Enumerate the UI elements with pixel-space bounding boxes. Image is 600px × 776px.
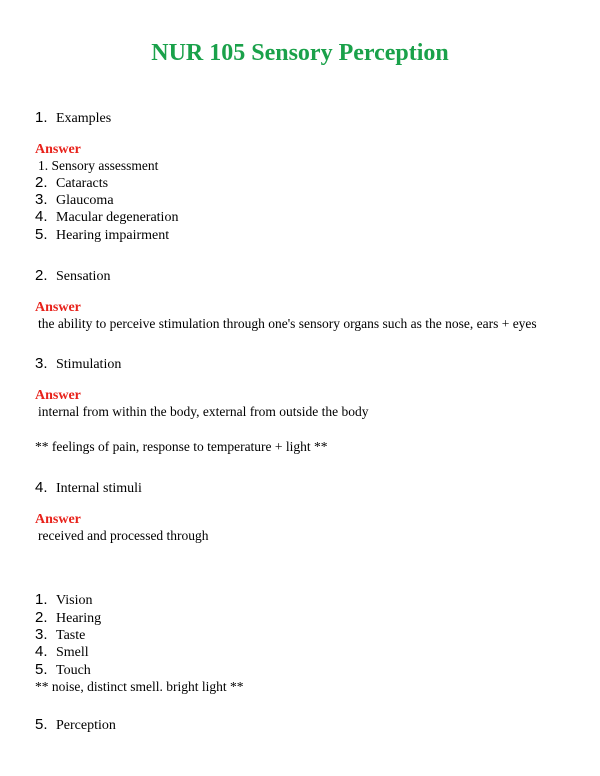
answer-label: Answer [35, 142, 81, 157]
list-item: 4. Macular degeneration [35, 208, 179, 225]
list-item: 3. Taste [35, 626, 86, 643]
list-item: 1. Vision [35, 591, 93, 608]
question-number: 2. [35, 267, 48, 284]
answer-label: Answer [35, 512, 81, 527]
question-number: 3. [35, 355, 48, 372]
question-number: 5. [35, 716, 48, 733]
question-label: Stimulation [56, 357, 122, 372]
list-item: 5. Hearing impairment [35, 226, 170, 243]
page-title: NUR 105 Sensory Perception [151, 40, 449, 66]
list-item: 3. Glaucoma [35, 191, 114, 208]
list-item: 5. Touch [35, 661, 91, 678]
question-3 [35, 355, 121, 374]
question-label: Sensation [56, 269, 111, 284]
question-5 [35, 716, 116, 735]
question-4 [35, 479, 142, 498]
question-label: Perception [56, 718, 116, 733]
note-text: ** feelings of pain, response to temperature + light ** [35, 439, 328, 454]
answer-text: the ability to perceive stimulation through one's sensory organs such as the nose, ears + eyes [38, 316, 537, 331]
question-number: 1. [35, 109, 48, 126]
note-text: ** noise, distinct smell. bright light ** [35, 679, 244, 694]
answer-label: Answer [35, 388, 81, 403]
question-2 [35, 267, 110, 286]
list-item: 2. Cataracts [35, 174, 109, 191]
list-item: 4. Smell [35, 643, 89, 660]
list-item: 2. Hearing [35, 609, 102, 626]
question-number: 4. [35, 479, 48, 496]
question-label: Examples [56, 111, 112, 126]
answer-label: Answer [35, 300, 81, 315]
answer-text: 1. Sensory assessment [38, 158, 159, 173]
question-label: Internal stimuli [56, 481, 142, 496]
answer-text: received and processed through [38, 528, 209, 543]
question-1 [35, 109, 111, 128]
answer-text: internal from within the body, external from outside the body [38, 404, 369, 419]
